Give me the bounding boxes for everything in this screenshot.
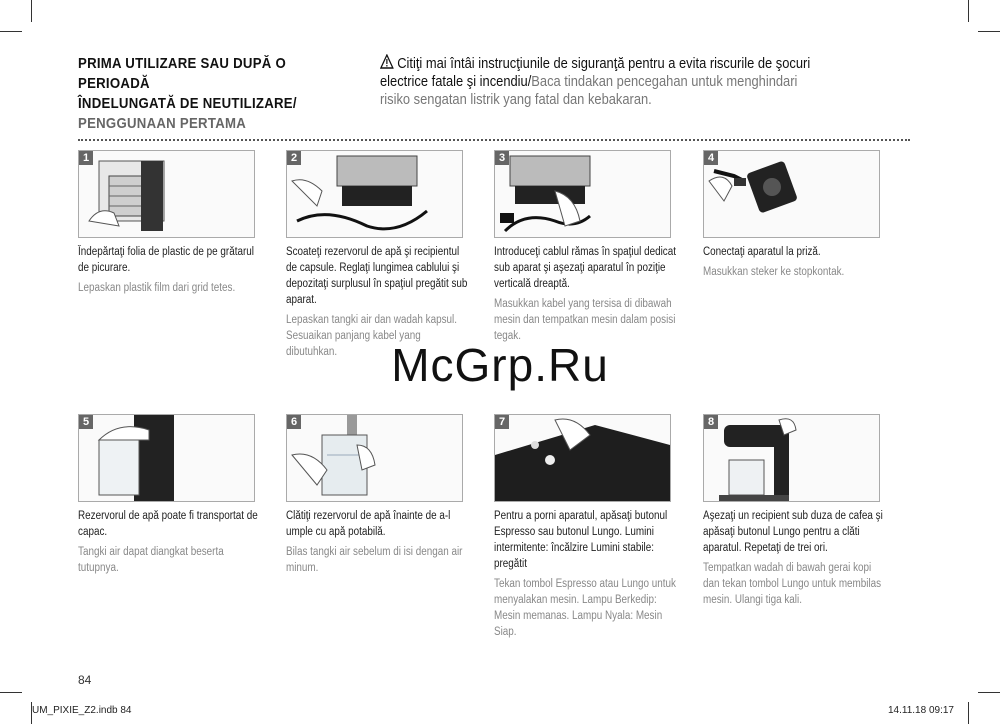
step-number: 2: [287, 151, 301, 165]
step-6-text-ro: Clătiţi rezervorul de apă înainte de a-l umple cu apă potabilă.: [286, 510, 451, 538]
step-3: [494, 150, 679, 344]
step-2-illustration: [286, 150, 463, 238]
step-6-text-id: Bilas tangki air sebelum di isi dengan air minum.: [286, 546, 463, 574]
crop-mark: [978, 31, 1000, 32]
step-5-text-ro: Rezervorul de apă poate fi transportat de capac.: [78, 510, 258, 538]
step-1: [78, 150, 263, 296]
safety-warning: [380, 54, 827, 109]
step-4-illustration: [703, 150, 880, 238]
step-3-illustration: [494, 150, 671, 238]
crop-mark: [978, 692, 1000, 693]
step-7: [494, 414, 679, 640]
step-6: [286, 414, 471, 576]
crop-mark: [968, 702, 969, 724]
step-number: 5: [79, 415, 93, 429]
crop-mark: [968, 0, 969, 22]
crop-mark: [0, 31, 22, 32]
step-8-text-ro: Aşezaţi un recipient sub duza de cafea şi apăsaţi butonul Lungo pentru a clăti aparatul. Repetaţi de trei ori.: [703, 510, 883, 554]
step-1-illustration: [78, 150, 255, 238]
step-number: 1: [79, 151, 93, 165]
step-number: 7: [495, 415, 509, 429]
step-2-text-id: Lepaskan tangki air dan wadah kapsul. Sesuaikan panjang kabel yang dibutuhkan.: [286, 314, 458, 358]
step-5: [78, 414, 263, 576]
crop-mark: [0, 692, 22, 693]
heading-line-3: PENGGUNAAN PERTAMA: [78, 115, 247, 132]
step-5-illustration: [78, 414, 255, 502]
footer-timestamp: 14.11.18 09:17: [888, 705, 954, 716]
step-4-text-id: Masukkan steker ke stopkontak.: [703, 266, 845, 278]
step-2: [286, 150, 471, 360]
warning-text-id: Baca tindakan pencegahan untuk menghindari risiko sengatan listrik yang fatal dan kebakaran.: [380, 73, 798, 108]
page-number: 84: [78, 673, 92, 687]
step-2-text-ro: Scoateţi rezervorul de apă şi recipientul de capsule. Reglaţi lungimea cablului şi depozitaţi surplusul în spaţiul pregătit sub aparat.: [286, 246, 468, 306]
dotted-divider: [78, 139, 910, 141]
watermark: McGrp.Ru: [391, 339, 609, 391]
warning-text-ro: Citiţi mai întâi instrucţiunile de siguranţă pentru a evita riscurile de şocuri electrice fatale şi incendiu/: [380, 55, 811, 90]
heading-line-2: ÎNDELUNGATĂ DE NEUTILIZARE/: [78, 95, 297, 112]
footer-file-info: UM_PIXIE_Z2.indb 84: [32, 705, 132, 716]
step-number: 3: [495, 151, 509, 165]
section-heading: [78, 54, 342, 134]
step-number: 6: [287, 415, 301, 429]
step-4: [703, 150, 888, 280]
step-8-illustration: [703, 414, 880, 502]
step-7-illustration: [494, 414, 671, 502]
step-1-text-id: Lepaskan plastik film dari grid tetes.: [78, 282, 236, 294]
step-7-text-ro: Pentru a porni aparatul, apăsaţi butonul Espresso sau butonul Lungo. Lumini intermitente: încălzire Lumini stabile: pregătit: [494, 510, 668, 570]
heading-line-1: PRIMA UTILIZARE SAU DUPĂ O PERIOADĂ: [78, 55, 287, 92]
step-1-text-ro: Îndepărtaţi folia de plastic de pe grătarul de picurare.: [78, 246, 254, 274]
crop-mark: [31, 0, 32, 22]
step-number: 4: [704, 151, 718, 165]
step-6-illustration: [286, 414, 463, 502]
step-8: [703, 414, 888, 608]
step-8-text-id: Tempatkan wadah di bawah gerai kopi dan tekan tombol Lungo untuk membilas mesin. Ulangi tiga kali.: [703, 562, 882, 606]
step-5-text-id: Tangki air dapat diangkat beserta tutupnya.: [78, 546, 224, 574]
step-3-text-ro: Introduceţi cablul rămas în spaţiul dedicat sub aparat şi aşezaţi aparatul în poziţie verticală dreaptă.: [494, 246, 676, 290]
step-4-text-ro: Conectaţi aparatul la priză.: [703, 246, 821, 258]
step-7-text-id: Tekan tombol Espresso atau Lungo untuk menyalakan mesin. Lampu Berkedip: Mesin memanas. Lampu Nyala: Mesin Siap.: [494, 578, 676, 638]
warning-triangle-icon: [380, 54, 394, 69]
step-number: 8: [704, 415, 718, 429]
step-3-text-id: Masukkan kabel yang tersisa di dibawah mesin dan tempatkan mesin dalam posisi tegak.: [494, 298, 676, 342]
